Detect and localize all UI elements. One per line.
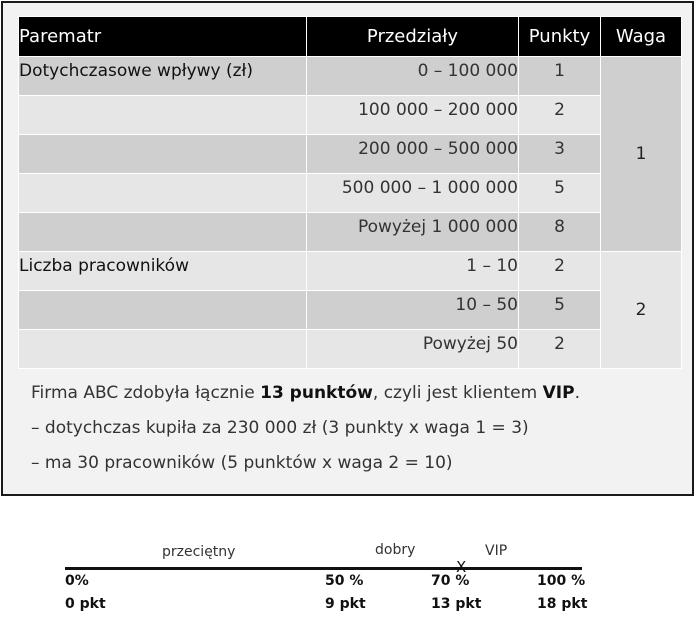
param-label-revenue: Dotychczasowe wpływy (zł) [19,57,307,96]
percent-tick: 0% [65,573,89,589]
summary-text: Firma ABC zdobyła łącznie [31,383,261,403]
param-empty-cell [19,291,307,330]
param-empty-cell [19,96,307,135]
scale-axis [65,567,582,570]
table-row [19,96,682,135]
points-tick: 9 pkt [325,596,366,612]
range-cell: 200 000 – 500 000 [307,135,519,174]
param-empty-cell [19,213,307,252]
detail-line-employees: – ma 30 pracowników (5 punktów x waga 2 = 10) [31,453,453,473]
range-cell: 0 – 100 000 [307,57,519,96]
points-cell: 5 [519,174,601,213]
header-points: Punkty [519,17,601,57]
tier-label-vip: VIP [485,543,508,559]
summary-client-tier: VIP [542,383,575,403]
param-empty-cell [19,330,307,369]
points-tick: 0 pkt [65,596,106,612]
tier-label-average: przeciętny [162,544,236,560]
param-label-employees: Liczba pracowników [19,252,307,291]
percent-tick: 100 % [537,573,586,589]
summary-text: , czyli jest klientem [372,383,543,403]
percent-tick: 50 % [325,573,364,589]
points-cell: 2 [519,96,601,135]
header-ranges: Przedziały [307,17,519,57]
percent-tick: 70 % [431,573,470,589]
points-cell: 2 [519,330,601,369]
weight-cell-revenue: 1 [601,57,682,252]
range-cell: 1 – 10 [307,252,519,291]
weight-cell-employees: 2 [601,252,682,369]
summary-text: . [574,383,580,403]
scoring-table [18,16,682,369]
points-cell: 5 [519,291,601,330]
table-row [19,330,682,369]
points-cell: 3 [519,135,601,174]
range-cell: 500 000 – 1 000 000 [307,174,519,213]
table-row [19,252,682,291]
table-row [19,135,682,174]
score-marker: X [456,558,467,576]
table-row [19,174,682,213]
range-cell: 100 000 – 200 000 [307,96,519,135]
table-row [19,291,682,330]
points-cell: 2 [519,252,601,291]
table-row [19,57,682,96]
range-cell: Powyżej 1 000 000 [307,213,519,252]
points-tick: 13 pkt [431,596,482,612]
tier-scale [0,500,699,627]
range-cell: Powyżej 50 [307,330,519,369]
summary-line [31,376,671,411]
header-parameter: Parematr [19,17,307,57]
points-tick: 18 pkt [537,596,588,612]
table-row [19,213,682,252]
tier-label-good: dobry [375,542,416,558]
summary-notes [31,376,671,481]
range-cell: 10 – 50 [307,291,519,330]
points-cell: 1 [519,57,601,96]
param-empty-cell [19,174,307,213]
param-empty-cell [19,135,307,174]
scoring-card [1,1,694,496]
header-weight: Waga [601,17,682,57]
table-header-row [19,17,682,57]
summary-total-points: 13 punktów [260,383,373,403]
points-cell: 8 [519,213,601,252]
detail-line-revenue: – dotychczas kupiła za 230 000 zł (3 punkty x waga 1 = 3) [31,418,529,438]
